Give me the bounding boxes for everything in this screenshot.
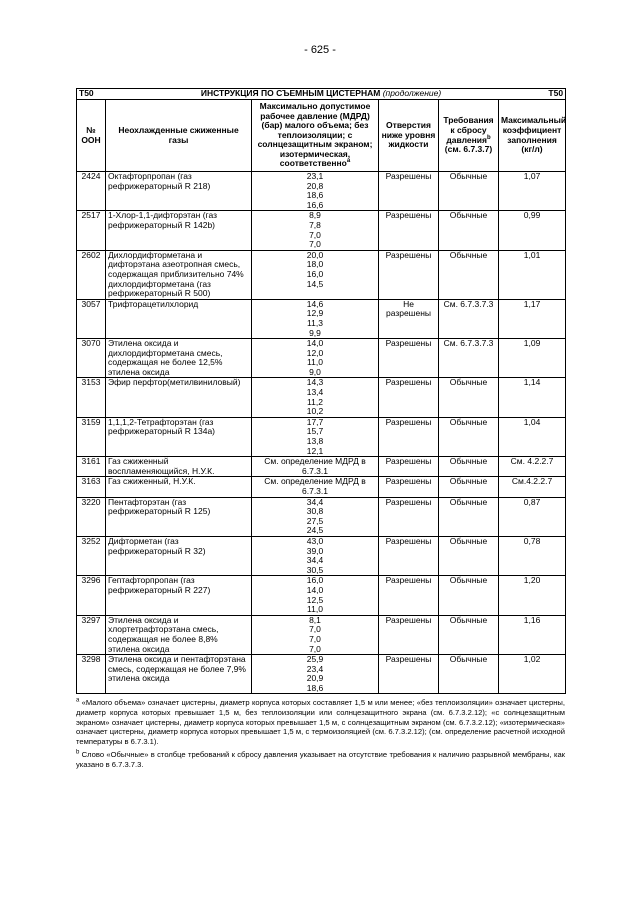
cell-un-number: 3298 xyxy=(77,655,106,694)
cell-fill-ratio: 1,02 xyxy=(499,655,566,694)
table-title-row xyxy=(77,89,566,100)
cell-fill-ratio: 1,16 xyxy=(499,615,566,654)
cell-un-number: 3153 xyxy=(77,378,106,417)
mawp-value: 14,6 xyxy=(306,298,324,309)
cell-openings: Разрешены xyxy=(379,172,439,211)
mawp-value: См. определение МДРД в 6.7.3.1 xyxy=(264,456,366,476)
cell-relief: Обычные xyxy=(439,497,499,536)
mawp-value: 8,9 xyxy=(309,210,321,221)
cell-gas-name: Октафторпропан (газ рефрижераторный R 218) xyxy=(106,172,252,211)
table-row xyxy=(77,339,566,378)
table-title-suffix: (продолжение) xyxy=(382,88,442,98)
cell-mawp xyxy=(252,615,379,654)
cell-fill-ratio: 1,20 xyxy=(499,576,566,615)
mawp-value: 14,5 xyxy=(306,278,324,289)
mawp-value: См. определение МДРД в 6.7.3.1 xyxy=(264,476,366,496)
cell-un-number: 2424 xyxy=(77,172,106,211)
mawp-value: 7,0 xyxy=(309,643,321,654)
cell-mawp xyxy=(252,378,379,417)
mawp-value: 13,8 xyxy=(306,436,324,447)
cell-gas-name: Дихлордифторметана и дифторэтана азеотропная смесь, содержащая приблизительно 74% дихлордифторметана (газ рефрижераторный R 500) xyxy=(106,250,252,299)
cell-mawp xyxy=(252,477,379,497)
cell-gas-name: Пентафторэтан (газ рефрижераторный R 125) xyxy=(106,497,252,536)
cell-un-number: 3220 xyxy=(77,497,106,536)
cell-mawp xyxy=(252,417,379,456)
mawp-value: 10,2 xyxy=(306,406,324,417)
table-row xyxy=(77,655,566,694)
cell-fill-ratio: 0,99 xyxy=(499,211,566,250)
table-code-left: T50 xyxy=(79,88,94,98)
cell-un-number: 2602 xyxy=(77,250,106,299)
mawp-value: 14,0 xyxy=(306,584,324,595)
mawp-value: 9,9 xyxy=(309,327,321,338)
mawp-value: 43,0 xyxy=(306,535,324,546)
cell-fill-ratio: 1,17 xyxy=(499,299,566,338)
cell-relief: Обычные xyxy=(439,477,499,497)
cell-gas-name: 1,1,1,2-Тетрафторэтан (газ рефрижераторный R 134a) xyxy=(106,417,252,456)
mawp-value: 11,2 xyxy=(307,396,323,407)
cell-relief: См. 6.7.3.7.3 xyxy=(439,339,499,378)
cell-relief: Обычные xyxy=(439,615,499,654)
table-header-row xyxy=(77,100,566,172)
mawp-value: 11,0 xyxy=(307,357,323,368)
mawp-value: 20,8 xyxy=(306,180,324,191)
mawp-value: 7,0 xyxy=(309,229,321,240)
cell-mawp xyxy=(252,250,379,299)
cell-un-number: 3252 xyxy=(77,536,106,575)
table-row xyxy=(77,497,566,536)
cell-mawp xyxy=(252,339,379,378)
mawp-value: 16,0 xyxy=(306,268,324,279)
cell-openings: Разрешены xyxy=(379,497,439,536)
mawp-value: 12,1 xyxy=(306,445,324,456)
mawp-value: 18,6 xyxy=(306,682,324,693)
mawp-value: 7,0 xyxy=(309,633,321,644)
header-relief-text: Требования к сбросу давления xyxy=(443,115,494,145)
mawp-value: 39,0 xyxy=(306,545,324,556)
header-un-number: № ООН xyxy=(77,100,106,172)
mawp-value: 25,9 xyxy=(306,654,324,665)
footnote-a xyxy=(76,698,565,747)
cell-mawp xyxy=(252,211,379,250)
cell-mawp xyxy=(252,172,379,211)
cell-openings: Не разрешены xyxy=(379,299,439,338)
mawp-value: 12,0 xyxy=(306,347,324,358)
table-row xyxy=(77,172,566,211)
table-row xyxy=(77,378,566,417)
mawp-value: 23,4 xyxy=(306,663,324,674)
footnote-a-mark: a xyxy=(76,697,80,704)
cell-fill-ratio: 1,01 xyxy=(499,250,566,299)
header-relief xyxy=(439,100,499,172)
header-openings: Отверстия ниже уровня жидкости xyxy=(379,100,439,172)
cell-openings: Разрешены xyxy=(379,211,439,250)
mawp-value: 7,0 xyxy=(309,624,321,635)
cell-fill-ratio: См.4.2.2.7 xyxy=(499,477,566,497)
mawp-value: 27,5 xyxy=(306,515,324,526)
mawp-value: 20,9 xyxy=(306,673,324,684)
cell-fill-ratio: 1,14 xyxy=(499,378,566,417)
cell-gas-name: 1-Хлор-1,1-дифторэтан (газ рефрижераторный R 142b) xyxy=(106,211,252,250)
cell-un-number: 3297 xyxy=(77,615,106,654)
cell-un-number: 3070 xyxy=(77,339,106,378)
cell-openings: Разрешены xyxy=(379,615,439,654)
mawp-value: 7,8 xyxy=(309,219,321,230)
cell-un-number: 2517 xyxy=(77,211,106,250)
mawp-value: 17,7 xyxy=(306,416,324,427)
cell-openings: Разрешены xyxy=(379,417,439,456)
cell-gas-name: Дифторметан (газ рефрижераторный R 32) xyxy=(106,536,252,575)
mawp-value: 16,0 xyxy=(306,575,324,586)
cell-relief: Обычные xyxy=(439,211,499,250)
cell-openings: Разрешены xyxy=(379,576,439,615)
table-body xyxy=(77,172,566,694)
cell-relief: Обычные xyxy=(439,417,499,456)
cell-relief: Обычные xyxy=(439,250,499,299)
cell-mawp xyxy=(252,655,379,694)
cell-relief: Обычные xyxy=(439,536,499,575)
cell-openings: Разрешены xyxy=(379,339,439,378)
cell-gas-name: Газ сжиженный воспламеняющийся, Н.У.К. xyxy=(106,457,252,477)
mawp-value: 34,4 xyxy=(306,496,324,507)
table-row xyxy=(77,211,566,250)
cell-gas-name: Этилена оксида и дихлордифторметана смесь, содержащая не более 12,5% этилена оксида xyxy=(106,339,252,378)
header-relief-tail: (см. 6.7.3.7) xyxy=(444,144,493,155)
footnote-a-text: «Малого объема» означает цистерны, диаметр корпуса которых составляет 1,5 м или менее; «без теплоизоляции» означает цистерны, диаметр корпуса которых превышает 1,5 м, без теплоизоляции или солнцезащитного экрана (см. 6.7.3.2.12); «с солнцезащитным экраном» означает цистерны, диаметр корпуса которых превышает 1,5 м, с солнцезащитным экраном (см. 6.7.3.2.12); «изотермическая» означает цистерны, диаметр корпуса которых превышает 1,5 м, с термоизоляцией (см. 6.7.3.2.12); (см. определение расчетной исходной температуры в 6.7.3.1). xyxy=(76,698,565,747)
table-row xyxy=(77,477,566,497)
cell-relief: Обычные xyxy=(439,576,499,615)
cell-openings: Разрешены xyxy=(379,457,439,477)
cell-relief: См. 6.7.3.7.3 xyxy=(439,299,499,338)
cell-gas-name: Этилена оксида и пентафторэтана смесь, содержащая не более 7,9% этилена оксида xyxy=(106,655,252,694)
cell-fill-ratio: 1,07 xyxy=(499,172,566,211)
cell-mawp xyxy=(252,576,379,615)
mawp-value: 20,0 xyxy=(306,249,324,260)
table-row xyxy=(77,536,566,575)
header-mawp-text: Максимально допустимое рабочее давление (МДРД) (бар) малого объема; без теплоизоляции; с солнцезащитным экраном; изотермическая, соответственно xyxy=(257,100,373,169)
cell-mawp xyxy=(252,457,379,477)
cell-mawp xyxy=(252,536,379,575)
table-row xyxy=(77,299,566,338)
table-row xyxy=(77,615,566,654)
cell-fill-ratio: См. 4.2.2.7 xyxy=(499,457,566,477)
mawp-value: 14,0 xyxy=(306,338,324,349)
instruction-table xyxy=(76,88,566,694)
header-mawp-sup: a xyxy=(346,158,351,165)
mawp-value: 23,1 xyxy=(306,171,324,181)
mawp-value: 8,1 xyxy=(309,614,321,625)
table-row xyxy=(77,250,566,299)
cell-un-number: 3296 xyxy=(77,576,106,615)
cell-un-number: 3159 xyxy=(77,417,106,456)
table-title-cell xyxy=(77,89,566,100)
cell-gas-name: Эфир перфтор(метилвиниловый) xyxy=(106,378,252,417)
cell-mawp xyxy=(252,299,379,338)
table-row xyxy=(77,576,566,615)
cell-gas-name: Газ сжиженный, Н.У.К. xyxy=(106,477,252,497)
mawp-value: 14,3 xyxy=(306,377,324,388)
page-number: - 625 - xyxy=(304,44,336,56)
cell-fill-ratio: 0,87 xyxy=(499,497,566,536)
cell-fill-ratio: 1,04 xyxy=(499,417,566,456)
mawp-value: 13,4 xyxy=(306,387,324,398)
header-gas: Неохлажденные сжиженные газы xyxy=(106,100,252,172)
table-row xyxy=(77,417,566,456)
mawp-value: 34,4 xyxy=(306,555,324,566)
footnote-b-text: Слово «Обычные» в столбце требований к сбросу давления указывает на отсутствие требования к наличию разрывной мембраны, как указано в 6.7.3.7.3. xyxy=(76,750,565,769)
mawp-value: 12,9 xyxy=(306,308,324,319)
cell-gas-name: Гептафторпропан (газ рефрижераторный R 227) xyxy=(106,576,252,615)
cell-gas-name: Трифторацетилхлорид xyxy=(106,299,252,338)
mawp-value: 18,0 xyxy=(306,259,324,270)
footnote-b xyxy=(76,750,565,770)
cell-openings: Разрешены xyxy=(379,655,439,694)
cell-fill-ratio: 0,78 xyxy=(499,536,566,575)
cell-relief: Обычные xyxy=(439,172,499,211)
header-mawp xyxy=(252,100,379,172)
mawp-value: 15,7 xyxy=(306,426,324,437)
cell-openings: Разрешены xyxy=(379,536,439,575)
header-fill: Максимальный коэффициент заполнения (кг/л) xyxy=(499,100,566,172)
cell-openings: Разрешены xyxy=(379,250,439,299)
cell-gas-name: Этилена оксида и хлортетрафторэтана смесь, содержащая не более 8,8% этилена оксида xyxy=(106,615,252,654)
mawp-value: 30,8 xyxy=(306,506,324,517)
table-code-right: T50 xyxy=(548,88,564,98)
mawp-value: 18,6 xyxy=(306,190,324,201)
mawp-value: 9,0 xyxy=(309,366,321,377)
cell-relief: Обычные xyxy=(439,457,499,477)
mawp-value: 11,0 xyxy=(307,604,323,615)
cell-relief: Обычные xyxy=(439,655,499,694)
table-title-text: ИНСТРУКЦИЯ ПО СЪЕМНЫМ ЦИСТЕРНАМ xyxy=(200,88,381,98)
mawp-value: 11,3 xyxy=(307,317,323,328)
table-title xyxy=(79,89,563,99)
mawp-value: 16,6 xyxy=(306,199,324,210)
cell-openings: Разрешены xyxy=(379,378,439,417)
cell-un-number: 3163 xyxy=(77,477,106,497)
header-relief-sup: b xyxy=(486,134,491,141)
cell-openings: Разрешены xyxy=(379,477,439,497)
table-row xyxy=(77,457,566,477)
cell-mawp xyxy=(252,497,379,536)
cell-fill-ratio: 1,09 xyxy=(499,339,566,378)
cell-un-number: 3057 xyxy=(77,299,106,338)
mawp-value: 30,5 xyxy=(306,564,324,575)
cell-un-number: 3161 xyxy=(77,457,106,477)
mawp-value: 7,0 xyxy=(309,239,321,250)
mawp-value: 24,5 xyxy=(306,525,324,536)
footnote-b-mark: b xyxy=(76,749,80,756)
mawp-value: 12,5 xyxy=(306,594,324,605)
cell-relief: Обычные xyxy=(439,378,499,417)
